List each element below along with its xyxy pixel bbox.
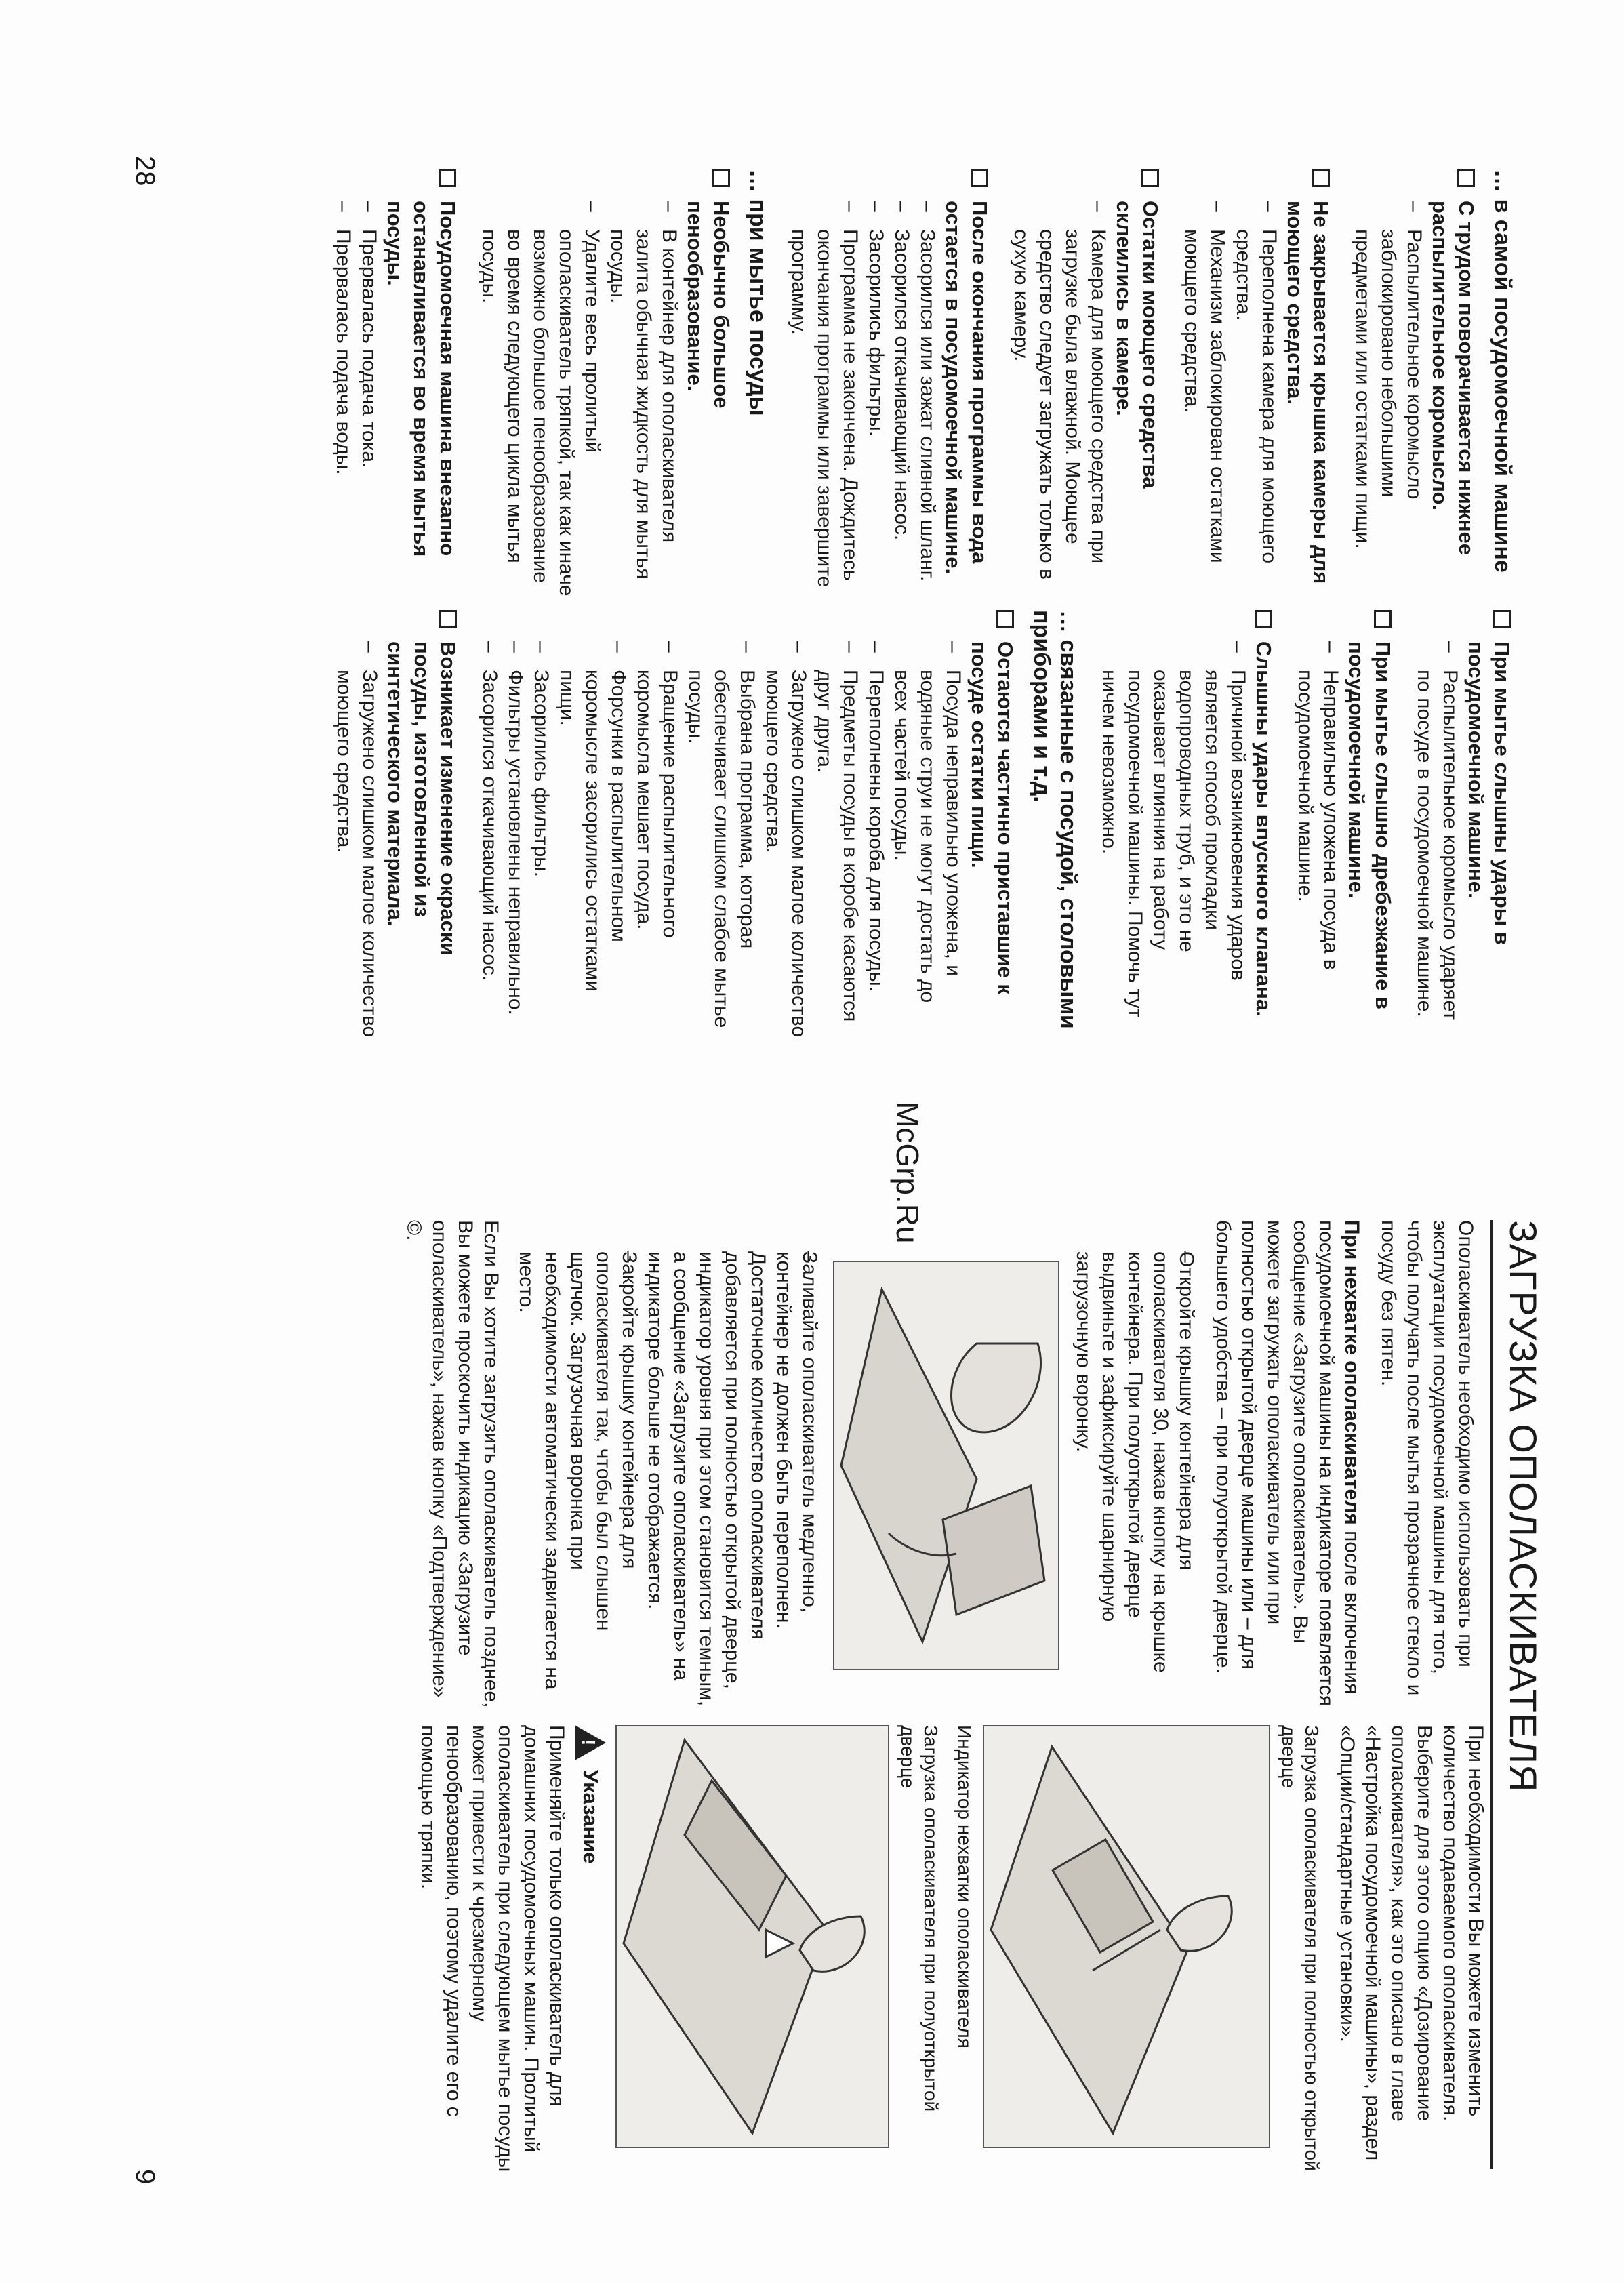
section-heading: … при мытье посуды: [745, 169, 771, 416]
trouble-cause: – Засорился откачивающий насос.: [476, 610, 502, 1044]
trouble-block: [331, 610, 462, 1044]
trouble-block: [1008, 169, 1164, 603]
trouble-cause: – Фильтры установлены неправильно.: [502, 610, 528, 1044]
dosage-paragraph: При необходимости Вы можете изменить количество подаваемого ополаскивателя. Выберите для этого опцию «Дозирование ополаскивателя», как это описано в главе «Настройка посудомоечной машины», раздел «Опции/стандартные установки».: [1336, 1725, 1487, 2161]
trouble-cause: – Засорились фильтры.: [863, 169, 889, 603]
warning-icon: [575, 1725, 606, 1760]
trouble-cause: – В контейнер для ополаскивателя залита обычная жидкость для мытья посуды.: [605, 169, 682, 603]
trouble-block: [1349, 169, 1480, 603]
figure-dispenser-half-open: [615, 1725, 889, 2148]
trouble-cause: – Предметы посуды в коробе касаются друг друга.: [811, 610, 863, 1044]
trouble-cause: – Вращение распылительного коромысла мешает посуда.: [631, 610, 683, 1044]
step-open-lid: – Откройте крышку контейнера для ополаскивателя 30, нажав кнопку на крышке контейнера. При полуоткрытой дверце выдвиньте и зафиксируйте шарнирную загрузочную воронку.: [1070, 1220, 1199, 1708]
shortage-paragraph: [1210, 1220, 1364, 1708]
trouble-title: Посудомоечная машина внезапно останавливается во время мытья посуды.: [382, 169, 461, 603]
caption-level-indicator: Индикатор нехватки ополаскивателя: [954, 1725, 975, 2048]
trouble-block: [330, 169, 461, 603]
figure-filling-half-open-door: [833, 1261, 1059, 1670]
trouble-title: При мытье слышны удары в посудомоечной машине.: [1463, 610, 1516, 1044]
shortage-text: после включения посудомоечной машины на индикаторе появляется сообщение «Загрузите ополаскиватель». Вы можете загружать ополаскиватель или при полностью открытой дверце машины или – для большего удобства – при полуоткрытой дверце.: [1212, 1220, 1363, 1706]
right-column-1: [390, 1220, 1549, 1793]
step-close-lid: – Закройте крышку контейнера для ополаскивателя так, чтобы был слышен щелчок. Загрузочная воронка при необходимости автоматически задвигается на место.: [513, 1220, 642, 1708]
shortage-lead: При нехватке ополаскивателя: [1341, 1220, 1363, 1525]
trouble-cause: – Загружено слишком малое количество моющего средства.: [331, 610, 382, 1044]
trouble-cause: – Выбрана программа, которая обеспечивает слишком слабое мытье посуды.: [683, 610, 760, 1044]
trouble-cause: – Засорились фильтры.: [528, 610, 554, 1044]
trouble-cause: – Неправильно уложена посуда в посудомоечной машине.: [1292, 610, 1343, 1044]
trouble-title: С трудом поворачивается нижнее распылительное коромысло.: [1427, 169, 1480, 603]
trouble-title: Слышны удары впускного клапана.: [1251, 610, 1277, 1044]
caption-half-open: Загрузка ополаскивателя при полуоткрытой дверце: [897, 1725, 941, 2112]
trouble-title: После окончания программы вода остается в посудомоечной машине.: [940, 169, 993, 603]
trouble-cause: – Переполнена камера для моющего средства.: [1230, 169, 1282, 603]
trouble-title: Остаются частично приставшие к посуде остатки пищи.: [966, 610, 1019, 1044]
trouble-block: [1292, 610, 1396, 1044]
section-heading: … в самой посудомоечной машине: [1490, 169, 1516, 573]
trouble-title: При мытье слышно дребезжание в посудомоечной машине.: [1343, 610, 1396, 1044]
note-heading: [575, 1725, 606, 2173]
trouble-title: Остатки моющего средства склеились в камере.: [1111, 169, 1164, 603]
note-text: Применяйте только ополаскиватель для домашних посудомоечных машин. Пролитый ополаскиватель при следующем мытье посуды может привести к чрезмерному пенообразованию, поэтому удалите его с помощью тряпки.: [417, 1725, 568, 2173]
trouble-block: [1179, 169, 1335, 603]
step-pour: – Заливайте ополаскиватель медленно, контейнер не должен быть переполнен. Достаточное количество ополаскивателя добавляется при полностью открытой дверце, индикатор уровня при этом становится темным, а сообщение «Загрузите ополаскиватель» на индикаторе больше не отображается.: [642, 1220, 822, 1708]
trouble-cause: – Программа не закончена. Дождитесь окончания программы или завершите программу.: [786, 169, 863, 603]
trouble-cause: – Распылительное коромысло заблокировано небольшими предметами или остатками пищи.: [1349, 169, 1427, 603]
trouble-title: Возникает изменение окраски посуды, изготовленной из синтетического материала.: [382, 610, 462, 1044]
figure-dispenser-full-open: [983, 1725, 1270, 2148]
trouble-cause: – Камера для моющего средства при загрузке была влажной. Моющее средство следует загружать только в сухую камеру.: [1008, 169, 1111, 603]
trouble-cause: – Прервалась подача тока.: [356, 169, 382, 603]
left-column-1: [315, 169, 1516, 603]
section-heading: … связанные с посудой, столовыми приборами и т.д.: [1029, 610, 1081, 1029]
trouble-block: [786, 169, 993, 603]
trouble-cause: – Засорился откачивающий насос.: [889, 169, 914, 603]
page-number-left: 28: [130, 156, 160, 186]
trouble-cause: – Переполнены короба для посуды.: [863, 610, 889, 1044]
trouble-block: [476, 169, 735, 603]
trouble-block: [1411, 610, 1516, 1044]
trouble-cause: – Причиной возникновения ударов является способ прокладки водопроводных труб, и это не оказывает влияния на работу посудомоечной машины. Помочь тут ничем невозможно.: [1096, 610, 1251, 1044]
intro-paragraph: Ополаскиватель необходимо использовать при эксплуатации посудомоечной машины для того, чтобы получать после мытья прозрачное стекло и посуду без пятен.: [1377, 1220, 1477, 1696]
trouble-cause: – Форсунки в распылительном коромысле засорились остатками пищи.: [554, 610, 631, 1044]
trouble-cause: – Посуда неправильно уложена, и водяные струи не могут достать до всех частей посуды.: [889, 610, 966, 1044]
trouble-cause: – Прервалась подача воды.: [330, 169, 356, 603]
right-column-2: [404, 1725, 1488, 2173]
trouble-cause: – Засорился или зажат сливной шланг.: [914, 169, 940, 603]
left-column-2: [316, 610, 1516, 1044]
trouble-block: [476, 610, 1019, 1044]
watermark: McGrp.Ru: [890, 1102, 925, 1244]
note-title: Указание: [579, 1770, 603, 1864]
caption-full-open: Загрузка ополаскивателя при полностью открытой дверце: [1278, 1725, 1322, 2171]
trouble-cause: – Механизм заблокирован остатками моющего средства.: [1179, 169, 1230, 603]
hand-pouring-illustration: [834, 1262, 1058, 1669]
trouble-block: [1096, 610, 1277, 1044]
funnel-illustration: [617, 1726, 888, 2147]
trouble-cause: – Удалите весь пролитый ополаскиватель тряпкой, так как иначе возможно большое пенообразование во время следующего цикла мытья посуды.: [476, 169, 605, 603]
trouble-title: Не закрывается крышка камеры для моющего средства.: [1282, 169, 1335, 603]
dispenser-illustration: [984, 1726, 1269, 2147]
trouble-cause: – Распылительное коромысло ударяет по посуде в посудомоечной машине.: [1411, 610, 1463, 1044]
page-number-right: 9: [130, 2169, 160, 2185]
page-title: ЗАГРУЗКА ОПОЛАСКИВАТЕЛЯ: [1490, 1220, 1549, 2169]
trouble-cause: – Загружено слишком малое количество моющего средства.: [760, 610, 811, 1044]
later-paragraph: Если Вы хотите загрузить ополаскиватель позднее, Вы можете проскочить индикацию «Загрузите ополаскиватель», нажав кнопку «Подтверждение» ©.: [403, 1220, 502, 1708]
trouble-title: Необычно большое пенообразование.: [682, 169, 735, 603]
